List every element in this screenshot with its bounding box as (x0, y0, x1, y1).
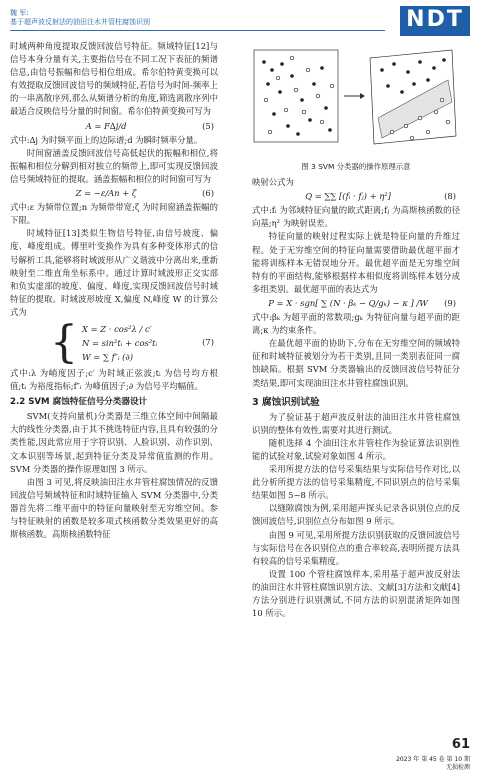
paragraph: 设置 100 个管柱腐蚀样本,采用基于超声波反射法的油田注水井管柱腐蚀识别方法、文献[3]方法和文献[4]方法分别进行识别测试,不同方法的识别混淆矩阵如图 10 所示。 (252, 568, 460, 619)
paragraph: 以缝隙腐蚀为例,采用超声探头记录各识别位点的反馈回波信号,识别位点分布如图 9 所示。 (252, 503, 460, 527)
equation-6: Z = −ε/An + ζ (6) (75, 188, 214, 199)
journal-logo (400, 6, 470, 36)
paragraph: 随机选择 4 个油田注水井管柱作为验证算法识别性能的试验对象,试验对象如图 4 所示。 (252, 437, 460, 461)
paragraph: 式中:βₖ 为超平面的常数项;gₖ 为特征向量与超平面的距离;κ 为约束条件。 (252, 312, 460, 336)
paragraph: 时间窗涵盖反馈回波信号高低起伏的振幅和相位,将振幅和相位分解到相对独立的频带上,即可实现反馈回波信号频域特征的提取。涵盖振幅和相位的时间窗可写为 (10, 147, 218, 184)
paragraph: 时域特征[13]类似生物信号特征,由信号坡度、偏度、峰度组成。傅里叶变换作为具有多种变体形式的信号解析工具,能够将时域波形从广义谐波中分离出来,重新映射至二维直角坐标系中。通过计算时域波形正交实部和负实虚部的坡度、偏度、峰度,实现反馈回波信号时域特征的提取。时域波形坡度 X,偏度 N,峰度 W 的计算公式为 (10, 228, 218, 317)
paragraph: 在最优超平面的协助下,分布在无穷维空间的频域特征和时域特征被划分为若干类别,且同一类别表征同一腐蚀缺陷。根据 SVM 分类器输出的反馈回波信号特征分类结果,即可实现油田注水井管柱腐蚀识别。 (252, 338, 460, 388)
page-number: 61 (451, 737, 470, 752)
paragraph: 特征向量的映射过程实际上就是特征向量的升维过程。处于无穷维空间的特征向量需要借助最优超平面才能将训练样本无错误地分开。最优超平面是无穷维空间特有的平面结构,能够根据样本相似度将训练样本划分成多组类别。最优超平面的表达式为 (252, 231, 460, 294)
paragraph: 采用所提方法的信号采集结果与实际信号作对比,以此分析所提方法的信号采集精度,不同识别点的信号采集结果如图 5~8 所示。 (252, 464, 460, 501)
header-title: 基于超声波反射法的油田注水井管柱腐蚀识别 (10, 18, 150, 26)
equation-8: Q = ∑∑ [(fᵢ · fⱼ) + η²] (8) (305, 191, 456, 202)
figure-3-svm-diagram (252, 40, 460, 158)
equation-7: { X = Z · cos²λ / c′ N = sin²tᵢ + cos²tᵢ W = ∑ f″ᵢ (∂) (7) (50, 316, 214, 368)
paragraph: 由图 9 可见,采用所提方法识别获取的反馈回波信号与实际信号在各识别位点的重合率较高,表明所提方法具有较高的信号采集精度。 (252, 529, 460, 566)
section-heading: 3 腐蚀识别试验 (252, 396, 320, 408)
paragraph: 式中:fᵢ 为邻域特征向量的欧式距离;fⱼ 为高斯核函数的径向基;η² 为映射误差。 (252, 205, 460, 229)
equation-9: P = X · sgn[ ∑ (N · βₖ − Q/gₖ) − κ ] /W (9) (268, 297, 456, 308)
paragraph: SVM(支持向量机)分类器是三维立体空间中间隔最大的线性分类器,由于其不挑选特征内容,且具有较强的分类性能,因此常应用于字符识别、人脸识别、动作识别、文本识别等场景,起到特征分类及异常值监测的作用。SVM 分类器的操作原理如图 3 所示。 (10, 411, 218, 474)
header-author: 魏 军: (10, 9, 29, 17)
equation-5: A = F∆j/d (5) (85, 120, 214, 131)
brace: { (50, 316, 78, 368)
paragraph: 式中:∆j 为时频平面上的边际谱;d 为瞬时频率分量。 (10, 134, 203, 145)
paragraph: 为了验证基于超声波反射法的油田注水井管柱腐蚀识别的整体有效性,需要对其进行测试。 (252, 411, 460, 435)
header-rule (10, 30, 385, 31)
svm-diagram-svg (252, 40, 460, 158)
section-heading: 2.2 SVM 腐蚀特征信号分类器设计 (10, 397, 148, 408)
page-footer (340, 737, 470, 771)
right-column (252, 40, 460, 620)
journal-issue: 2023 年 第 45 卷 第 10 期 (396, 756, 470, 763)
journal-name: 无损检测 (445, 764, 470, 771)
paragraph: 式中:ε 为频带位置;n 为频带带宽;ζ 为时间窗涵盖振幅的下限。 (10, 202, 218, 226)
paragraph: 时域两种角度提取反馈回波信号特征。频域特征[12]与信号本身分量有关,主要指信号在不同工况下表征的频谱信息,由信号振幅和信号相位组成。希尔伯特黄变换可以有效提取反馈回波信号的频域特征,若信号为时间-频率上的一串离散序列,那么从频谱分析的角度,筛选离散序列中最适合反映信号分量的时间窗。希尔伯特黄变换可写为 (10, 41, 218, 117)
paragraph: 映射公式为 (252, 177, 294, 188)
logo-text: NDT (406, 7, 464, 32)
paragraph: 式中:λ 为峭度因子;c′ 为时域正弦波;tᵢ 为信号均方根值;tᵢ 为裕度指标;f″ᵢ 为峰值因子;∂ 为信号平均幅值。 (10, 367, 218, 392)
left-column (10, 40, 218, 541)
paragraph: 由图 3 可见,将反映油田注水井管柱腐蚀情况的反馈回波信号频域特征和时域特征输入 SVM 分类器中,分类器首先将二维平面中的特征向量映射至无穷维空间。参与特征映射的函数是较多项式核函数分类效果更好的高斯核函数。高斯核函数特征 (10, 476, 218, 540)
figure-caption: 图 3 SVM 分类器的操作原理示意 (301, 162, 411, 171)
